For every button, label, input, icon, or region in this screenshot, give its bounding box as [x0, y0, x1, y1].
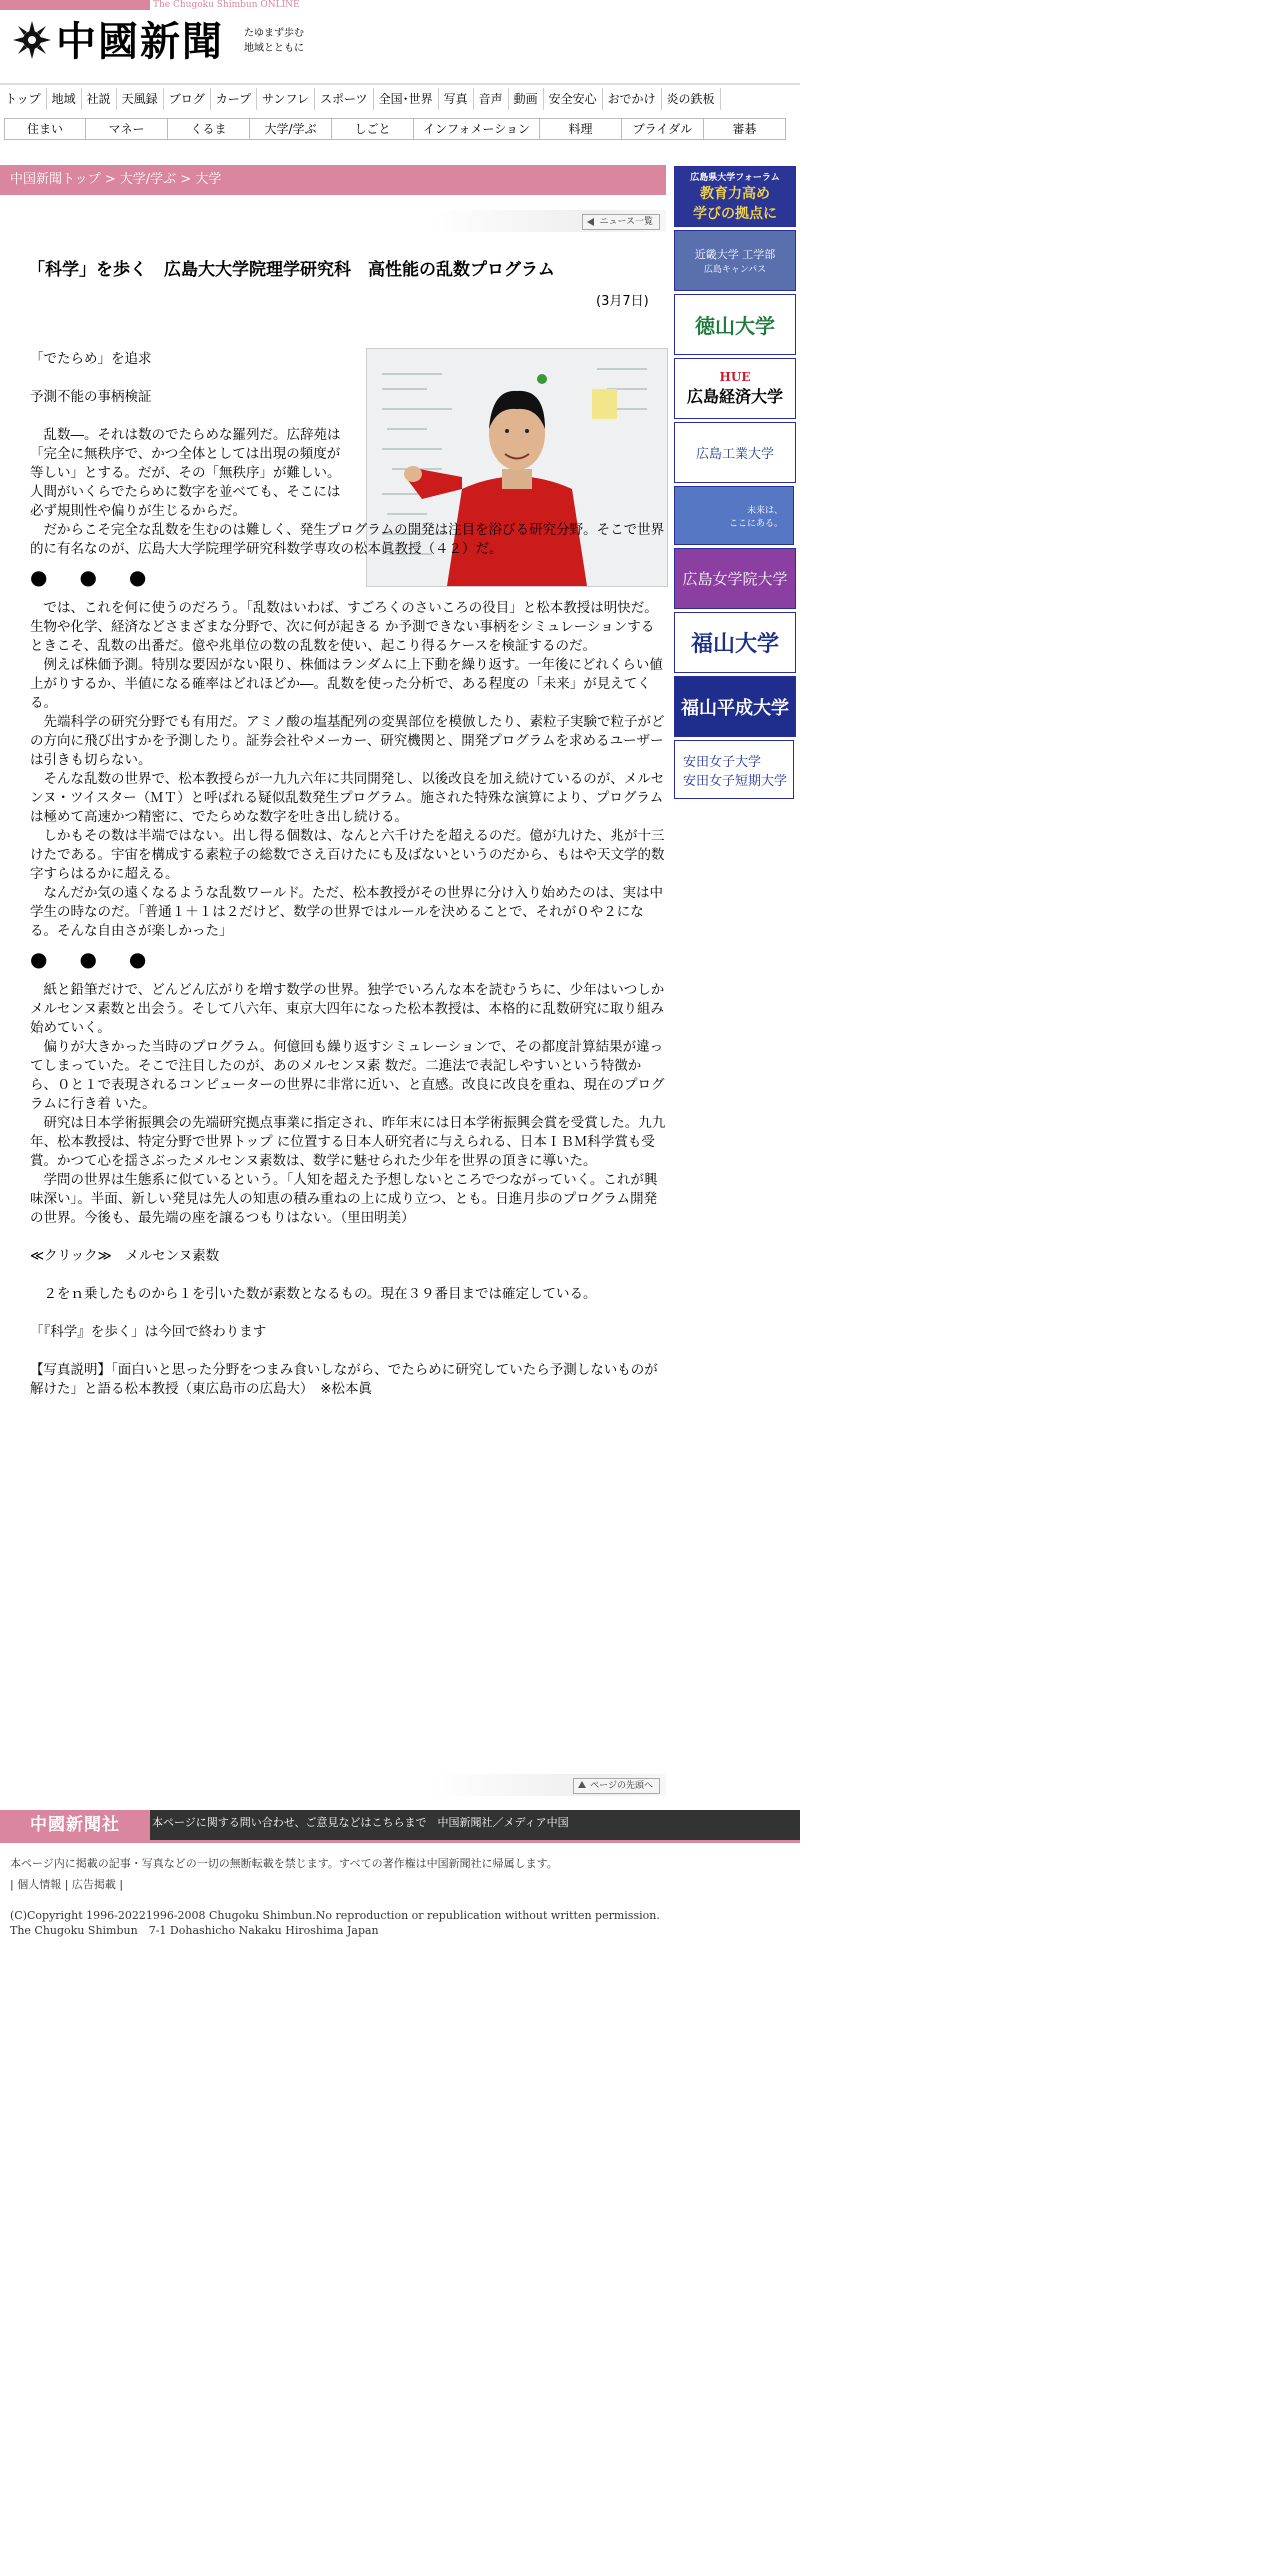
nav-item-sanfrecce[interactable]: サンフレ: [257, 88, 315, 110]
nav-item-national-world[interactable]: 全国･世界: [374, 88, 439, 110]
logo-text: 中國新聞: [56, 18, 224, 65]
subnav-item-information[interactable]: インフォメーション: [414, 118, 540, 140]
news-list-button[interactable]: ニュース一覧: [582, 214, 660, 230]
ad-fukuyama-univ[interactable]: 福山大学: [674, 612, 796, 673]
breadcrumb: 中国新聞トップ > 大学/学ぶ > 大学: [0, 165, 666, 195]
article-paragraph: 学問の世界は生態系に似ているという。「人知を超えた予想しないところでつながっていく。これが興味深い」。半面、新しい発見は先人の知恵の積み重ねの上に成り立つ、とも。日進月歩のプログラム開発の世界。今後も、最先端の座を譲るつもりはない。（里田明美）: [30, 1172, 658, 1226]
nav-item-photo[interactable]: 写真: [439, 88, 474, 110]
article-paragraph: だからこそ完全な乱数を生むのは難しく、発生プログラムの開発は注目を浴びる研究分野。そこで世界的に有名なのが、広島大大学院理学研究科数学専攻の松本眞教授（４２）だ。: [30, 522, 665, 557]
nav-item-teppan[interactable]: 炎の鉄板: [662, 88, 721, 110]
article-paragraph: しかもその数は半端ではない。出し得る個数は、なんと六千けたを超えるのだ。億が九けた、兆が十三けたである。宇宙を構成する素粒子の総数でさえ百けたにも及ばないというのだから、もはや天文学的数字すらはるかに超える。: [30, 828, 665, 882]
breadcrumb-home-link[interactable]: 中国新聞トップ: [10, 172, 101, 187]
photo-caption: 【写真説明】「面白いと思った分野をつまみ食いしながら、でたらめに研究していたら予測しないものが解けた」と語る松本教授（東広島市の広島大） ※松本眞: [30, 1362, 658, 1397]
sidebar-ads: [674, 166, 796, 802]
ad-tokuyama-univ[interactable]: 徳山大学: [674, 294, 796, 355]
ad-univ-forum[interactable]: 広島県大学フォーラム 教育力高め 学びの拠点に: [674, 166, 796, 227]
nav-item-audio[interactable]: 音声: [474, 88, 509, 110]
page-top-strip: [430, 1774, 666, 1796]
article-title: 「科学」を歩く 広島大大学院理学研究科 高性能の乱数プログラム: [28, 260, 555, 280]
footer-logo[interactable]: 中國新聞社: [0, 1810, 150, 1840]
breadcrumb-section-link[interactable]: 大学/学ぶ: [119, 172, 177, 187]
article-subhead-1: 「でたらめ」を追求: [30, 351, 152, 367]
article-paragraph: 例えば株価予測。特別な要因がない限り、株価はランダムに上下動を繰り返す。一年後にどれくらい値上がりするか、半値になる確率はどれほどか―。乱数を使った分析で、ある程度の「未来」が見えてくる。: [30, 657, 663, 711]
subnav-item-jobs[interactable]: しごと: [332, 118, 414, 140]
ad-kindai-univ[interactable]: 近畿大学 工学部 広島キャンパス: [674, 230, 796, 291]
page-top-button[interactable]: ページの先頭へ: [573, 1778, 660, 1794]
series-note: 「『科学』を歩く」は今回で終わります: [30, 1324, 267, 1340]
subnav-item-cars[interactable]: くるま: [168, 118, 250, 140]
ad-hiroshima-econ-univ[interactable]: HUE 広島経済大学: [674, 358, 796, 419]
subnav-item-university[interactable]: 大学/学ぶ: [250, 118, 332, 140]
article-paragraph: 紙と鉛筆だけで、どんどん広がりを増す数学の世界。独学でいろんな本を読むうちに、少年はいつしかメルセンヌ素数と出会う。そして八六年、東京大四年になった松本教授は、本格的に乱数研究に取り組み始めていく。: [30, 982, 665, 1036]
article-body: [30, 350, 666, 1399]
glossary-text: ２をｎ乗したものから１を引いた数が素数となるもの。現在３９番目までは確定している。: [30, 1286, 597, 1302]
top-accent-bar: [0, 0, 150, 10]
secondary-nav: [4, 118, 786, 140]
footer-copyright: (C)Copyright 1996-20221996-2008 Chugoku Shimbun.No reproduction or republication without written permission. The Chugoku Shimbun 7-1 Dohashicho Nakaku Hiroshima Japan: [10, 1909, 660, 1937]
nav-item-safety[interactable]: 安全安心: [544, 88, 603, 110]
article-subhead-2: 予測不能の事柄検証: [30, 389, 152, 405]
nav-item-tenpuroku[interactable]: 天風録: [117, 88, 164, 110]
nav-item-video[interactable]: 動画: [509, 88, 544, 110]
primary-nav: [0, 88, 721, 110]
ad-hiroshima-jogakuin[interactable]: 広島女学院大学: [674, 548, 796, 609]
article-paragraph: では、これを何に使うのだろう。「乱数はいわば、すごろくのさいころの役目」と松本教授は明快だ。生物や化学、経済などさまざまな分野で、次に何が起きる か予測できない事柄をシミュレーションするときこそ、乱数の出番だ。億や兆単位の数の乱数を使い、起こり得るケースを検証するのだ。: [30, 600, 658, 654]
footer-links: | 個人情報 | 広告掲載 |: [10, 1878, 124, 1891]
ad-hiroshima-tech-univ[interactable]: 広島工業大学: [674, 422, 796, 483]
site-logo[interactable]: [8, 14, 308, 70]
article-paragraph: なんだか気の遠くなるような乱数ワールド。ただ、松本教授がその世界に分け入り始めたのは、実は中学生の時なのだ。「普通１＋１は２だけど、数学の世界ではルールを決めることで、それが０や２になる。そんな自由さが楽しかった」: [30, 885, 664, 939]
advertising-link[interactable]: 広告掲載: [71, 1878, 116, 1891]
logo-emblem-icon: [12, 20, 52, 60]
footer-divider: [0, 1840, 800, 1843]
subnav-item-cooking[interactable]: 料理: [540, 118, 622, 140]
nav-item-editorial[interactable]: 社説: [82, 88, 117, 110]
ad-fukuyama-heisei-univ[interactable]: 福山平成大学: [674, 676, 796, 737]
footer-address: The Chugoku Shimbun 7-1 Dohashicho Nakaku Hiroshima Japan: [10, 1924, 379, 1937]
article-date: (3月7日): [596, 294, 649, 309]
logo-tagline: たゆまず歩む 地域とともに: [244, 28, 304, 54]
subnav-item-bridal[interactable]: ブライダル: [622, 118, 704, 140]
online-label: The Chugoku Shimbun ONLINE: [153, 0, 300, 10]
nav-item-outing[interactable]: おでかけ: [603, 88, 662, 110]
article-paragraph: 乱数―。それは数のでたらめな羅列だ。広辞苑は「完全に無秩序で、かつ全体としては出現の頻度が等しい」とする。だが、その「無秩序」が難しい。人間がいくらでたらめに数字を並べても、そこには必ず規則性や偏りが生じるからだ。: [30, 427, 341, 519]
nav-item-region[interactable]: 地域: [47, 88, 82, 110]
ad-yasuda-womens-univ[interactable]: 安田女子大学 安田女子短期大学: [674, 740, 794, 799]
nav-item-top[interactable]: トップ: [0, 88, 47, 110]
article-paragraph: 先端科学の研究分野でも有用だ。アミノ酸の塩基配列の変異部位を模倣したり、素粒子実験で粒子がどの方向に飛び出すかを予測したり。証券会社やメーカー、研究機関と、開発プログラムを求めるユーザーは引きも切らない。: [30, 714, 665, 768]
glossary-heading: ≪クリック≫ メルセンヌ素数: [30, 1248, 220, 1264]
footer-contact-link[interactable]: 本ページに関する問い合わせ、ご意見などはこちらまで 中国新聞社／メディア中国: [152, 1816, 569, 1829]
subnav-item-money[interactable]: マネー: [86, 118, 168, 140]
article-paragraph: そんな乱数の世界で、松本教授らが一九九六年に共同開発し、以後改良を加え続けているのが、メルセンヌ・ツイスター（ＭＴ）と呼ばれる疑似乱数発生プログラム。施された特殊な演算により、プログラムは極めて高速かつ精密に、でたらめな数字を吐き出し続ける。: [30, 771, 665, 825]
breadcrumb-current: 大学: [195, 172, 222, 187]
nav-item-carp[interactable]: カープ: [211, 88, 257, 110]
header-divider: [0, 83, 800, 85]
nav-item-sports[interactable]: スポーツ: [315, 88, 374, 110]
subnav-item-housing[interactable]: 住まい: [4, 118, 86, 140]
up-arrow-icon: [578, 1781, 586, 1788]
subnav-item-go[interactable]: 審碁: [704, 118, 786, 140]
section-separator: ● ● ●: [30, 947, 153, 971]
article-paragraph: 偏りが大きかった当時のプログラム。何億回も繰り返すシミュレーションで、その都度計算結果が違ってしまっていた。そこで注目したのが、あのメルセンヌ素 数だ。二進法で表記しやすいという特徴から、０と１で表現されるコンピューターの世界に非常に近い、と直感。改良に改良を重ね、現在のプログラムに行き着 いた。: [30, 1039, 665, 1112]
news-list-strip: [430, 210, 666, 232]
copyright-notice: 本ページ内に掲載の記事・写真などの一切の無断転載を禁じます。すべての著作権は中国新聞社に帰属します。: [10, 1857, 558, 1870]
ad-campus-photo[interactable]: 未来は、 ここにある。: [674, 486, 794, 545]
back-arrow-icon: [587, 218, 594, 226]
section-separator: ● ● ●: [30, 565, 153, 589]
privacy-link[interactable]: 個人情報: [17, 1878, 62, 1891]
article-paragraph: 研究は日本学術振興会の先端研究拠点事業に指定され、昨年末には日本学術振興会賞を受賞した。九九年、松本教授は、特定分野で世界トップ に位置する日本人研究者に与えられる、日本ＩＢＭ科学賞も受賞。かつて心を揺さぶったメルセンヌ素数は、数学に魅せられた少年を世界の頂きに導いた。: [30, 1115, 666, 1169]
nav-item-blog[interactable]: ブログ: [164, 88, 211, 110]
